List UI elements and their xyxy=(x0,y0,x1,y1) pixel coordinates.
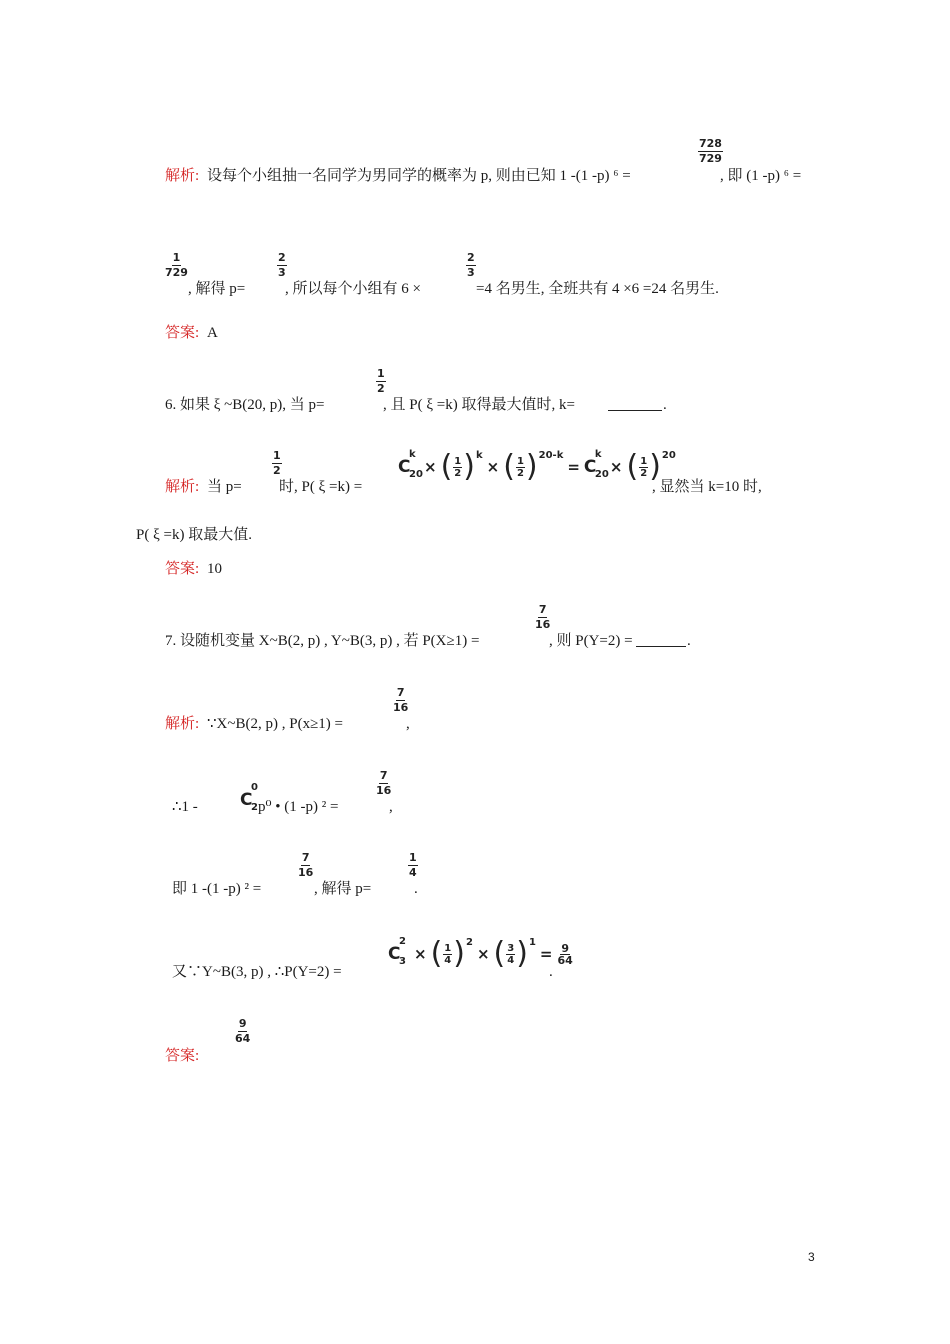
combination: C k 20 xyxy=(398,449,423,480)
solution-text: 时, P( ξ =k) = xyxy=(279,479,363,495)
paren-fraction: ( 1 2 ) xyxy=(440,449,475,484)
solution-text: , 解得 p= xyxy=(314,881,372,897)
question-text: 6. 如果 ξ ~B(20, p), 当 p= xyxy=(165,397,325,413)
solution-text: 又∵Y~B(3, p) , ∴P(Y=2) = xyxy=(172,964,342,980)
paren-fraction: ( 1 2 ) xyxy=(503,449,538,484)
page-number: 3 xyxy=(808,1250,815,1264)
answer-fraction: $\frac{9}{64}$ xyxy=(235,1017,251,1045)
fraction: $\frac{7}{16}$ xyxy=(298,851,314,879)
paren-fraction: ( 1 2 ) xyxy=(626,449,661,484)
binomial-formula: C 2 3 × ( 1 4 ) 2 × ( 3 4 ) 1 = 9 64 xyxy=(388,936,573,971)
solution-label: 解析: xyxy=(165,168,200,184)
answer-label: 答案: xyxy=(165,1048,200,1064)
fraction: $\frac{728}{729}$ xyxy=(699,137,722,165)
fraction: $\frac{2}{3}$ xyxy=(278,251,286,279)
solution-text: , xyxy=(406,716,410,732)
answer-label: 答案: xyxy=(165,325,200,341)
solution-text: . xyxy=(549,964,553,980)
answer-value: A xyxy=(207,325,218,341)
solution-text: p⁰ • (1 -p) ² = xyxy=(258,799,339,815)
result-fraction: 9 64 xyxy=(557,941,573,967)
solution-text: , 显然当 k=10 时, xyxy=(652,479,762,495)
question-text: . xyxy=(663,397,667,413)
combination: C 2 3 xyxy=(388,936,406,967)
fraction: $\frac{2}{3}$ xyxy=(467,251,475,279)
solution-text: , xyxy=(389,799,393,815)
answer-blank xyxy=(636,632,686,647)
fraction: $\frac{1}{2}$ xyxy=(377,367,385,395)
answer-value: 10 xyxy=(207,561,222,577)
combination: C k 20 xyxy=(583,449,609,480)
solution-label: 解析: xyxy=(165,479,200,495)
solution-text: 当 p= xyxy=(207,479,242,495)
binomial-formula: C k 20 × ( 1 2 ) k × ( 1 2 ) 20-k = C k 20 × ( 1 2 ) 20 xyxy=(398,449,676,484)
solution-text: 即 1 -(1 -p) ² = xyxy=(172,881,262,897)
solution-text: ∵X~B(2, p) , P(x≥1) = xyxy=(207,716,344,732)
solution-text: ∴1 - xyxy=(172,799,198,815)
fraction: $\frac{1}{4}$ xyxy=(409,851,417,879)
fraction: $\frac{1}{729}$ xyxy=(165,251,188,279)
solution-label: 解析: xyxy=(165,716,200,732)
question-text: . xyxy=(687,633,691,649)
fraction: $\frac{7}{16}$ xyxy=(376,769,392,797)
question-text: , 且 P( ξ =k) 取得最大值时, k= xyxy=(383,397,575,413)
answer-label: 答案: xyxy=(165,561,200,577)
solution-text: , 即 (1 -p) ⁶ = xyxy=(720,168,802,184)
fraction: $\frac{1}{2}$ xyxy=(273,449,281,477)
combination: C 0 2 xyxy=(240,782,258,813)
solution-text: P( ξ =k) 取最大值. xyxy=(136,527,252,543)
solution-text: . xyxy=(414,881,418,897)
question-text: , 则 P(Y=2) = xyxy=(549,633,633,649)
answer-blank xyxy=(608,396,662,411)
solution-text: =4 名男生, 全班共有 4 ×6 =24 名男生. xyxy=(476,281,719,297)
fraction: $\frac{7}{16}$ xyxy=(393,686,409,714)
solution-text: , 所以每个小组有 6 × xyxy=(285,281,421,297)
fraction: $\frac{7}{16}$ xyxy=(535,603,551,631)
paren-fraction: ( 3 4 ) xyxy=(493,936,528,971)
solution-text: 设每个小组抽一名同学为男同学的概率为 p, 则由已知 1 -(1 -p) ⁶ = xyxy=(207,168,631,184)
paren-fraction: ( 1 4 ) xyxy=(430,936,465,971)
question-text: 7. 设随机变量 X~B(2, p) , Y~B(3, p) , 若 P(X≥1) = xyxy=(165,633,480,649)
solution-text: , 解得 p= xyxy=(188,281,246,297)
